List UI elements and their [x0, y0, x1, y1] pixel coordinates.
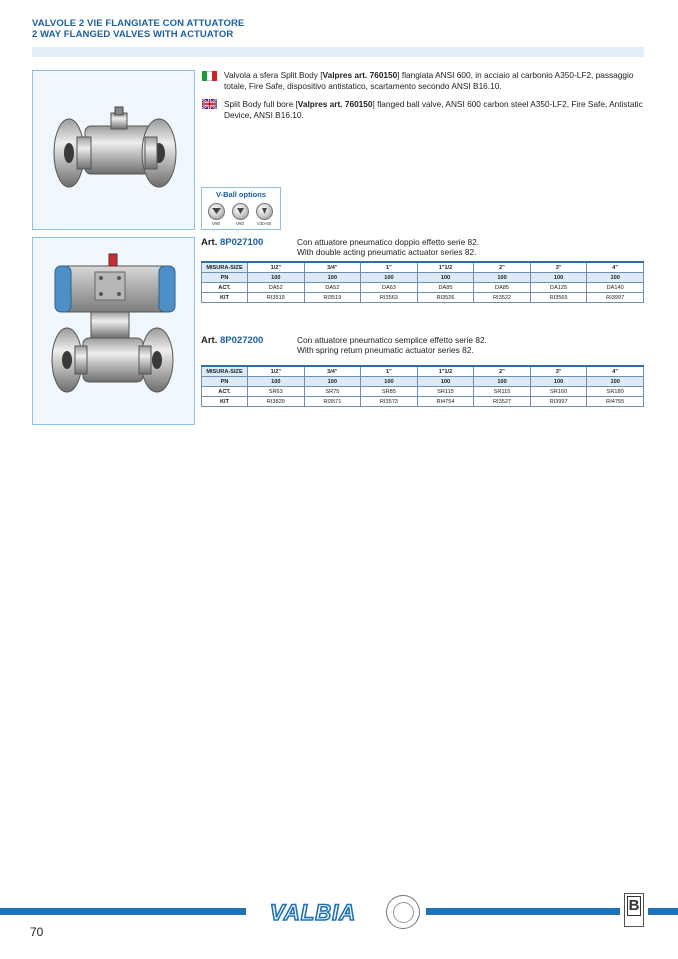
kit-cell: RI3519 — [248, 293, 305, 303]
size-cell: 1"1/2 — [417, 366, 474, 377]
act-cell: SR115 — [417, 387, 474, 397]
desc-it-part1: Valvola a sfera Split Body [ — [224, 70, 323, 80]
valve-photo — [32, 70, 195, 230]
certification-seal-icon — [386, 895, 420, 929]
size-cell: 4" — [587, 366, 644, 377]
pn-cell: 100 — [587, 273, 644, 283]
row-header: ACT. — [202, 387, 248, 397]
desc-it-part2: ] flangiata ANSI 600, in acciaio al carbonio A350-LF2, passaggio totale, Fire Safe, dispositivo antistatico, scartamento secondo ANSI B16.10. — [224, 70, 634, 91]
desc-it-article: Valpres art. 760150 — [322, 70, 398, 80]
kit-cell: RI3522 — [474, 293, 531, 303]
page-number: 70 — [30, 925, 44, 939]
pn-cell: 100 — [417, 377, 474, 387]
kit-cell: RI4754 — [417, 397, 474, 407]
valbia-logo — [256, 898, 371, 926]
kit-cell: RI3519 — [304, 293, 361, 303]
art-prefix: Art. — [201, 237, 218, 248]
logo-text: VALBIA — [269, 900, 357, 925]
pn-cell: 100 — [417, 273, 474, 283]
vball-option-label: V30-60 — [256, 221, 272, 226]
act-cell: DA140 — [587, 283, 644, 293]
size-cell: 3" — [530, 366, 587, 377]
act-cell: SR85 — [361, 387, 418, 397]
pn-cell: 100 — [304, 273, 361, 283]
kit-cell: RI3997 — [587, 293, 644, 303]
table-row-kit — [202, 293, 644, 303]
size-cell: 2" — [474, 366, 531, 377]
desc-en-part2: ] flanged ball valve, ANSI 600 carbon steel A350-LF2, Fire Safe, Antistatic Device, ANSI B16.10. — [224, 99, 643, 120]
pn-cell: 100 — [587, 377, 644, 387]
footer-band-left — [0, 908, 246, 915]
table-row-pn — [202, 377, 644, 387]
actuated-valve-image — [33, 238, 194, 424]
size-cell: 1/2" — [248, 366, 305, 377]
size-cell: 1/2" — [248, 262, 305, 273]
table-row-act — [202, 283, 644, 293]
article-label — [201, 237, 263, 248]
size-cell: 1" — [361, 262, 418, 273]
vball-options-box — [201, 187, 281, 230]
table-row-size — [202, 366, 644, 377]
kit-cell: RI3571 — [304, 397, 361, 407]
kit-cell: RI3997 — [530, 397, 587, 407]
description-italian — [224, 70, 648, 91]
vball-v60-icon — [232, 203, 249, 220]
table-row-pn — [202, 273, 644, 283]
size-cell: 4" — [587, 262, 644, 273]
kit-cell: RI3526 — [417, 293, 474, 303]
act-cell: SR63 — [248, 387, 305, 397]
pn-cell: 100 — [474, 377, 531, 387]
act-cell: DA85 — [417, 283, 474, 293]
flanged-valve-image — [33, 71, 194, 229]
pn-cell: 100 — [248, 273, 305, 283]
spec-table-8P027100 — [201, 261, 644, 303]
act-cell: DA63 — [361, 283, 418, 293]
row-header: MISURA-SIZE — [202, 366, 248, 377]
kit-cell: RI3573 — [361, 397, 418, 407]
kit-cell: RI3829 — [248, 397, 305, 407]
article-description — [297, 237, 479, 257]
brand-mark-icon: B — [624, 893, 644, 927]
spec-table-8P027200 — [201, 365, 644, 407]
italian-flag-icon — [202, 71, 217, 81]
row-header: KIT — [202, 293, 248, 303]
description-english — [224, 99, 648, 120]
pn-cell: 100 — [248, 377, 305, 387]
pn-cell: 100 — [530, 377, 587, 387]
article-code: 8P027200 — [220, 335, 264, 346]
size-cell: 1"1/2 — [417, 262, 474, 273]
vball-title: V-Ball options — [215, 190, 266, 199]
pn-cell: 100 — [530, 273, 587, 283]
size-cell: 2" — [474, 262, 531, 273]
title-italian: VALVOLE 2 VIE FLANGIATE CON ATTUATORE — [32, 18, 245, 29]
footer-band-right — [426, 908, 620, 915]
kit-cell: RI3565 — [530, 293, 587, 303]
row-header: KIT — [202, 397, 248, 407]
page-header — [32, 18, 244, 40]
article-desc-italian: Con attuatore pneumatico doppio effetto serie 82. — [297, 237, 480, 247]
article-desc-english: With double acting pneumatic actuator series 82. — [297, 247, 477, 257]
article-description — [297, 335, 487, 355]
uk-flag-icon — [202, 99, 217, 109]
size-cell: 3/4" — [304, 366, 361, 377]
row-header: ACT. — [202, 283, 248, 293]
table-row-kit — [202, 397, 644, 407]
act-cell: DA125 — [530, 283, 587, 293]
table-row-size — [202, 262, 644, 273]
table-row-act — [202, 387, 644, 397]
kit-cell: RI3527 — [474, 397, 531, 407]
pn-cell: 100 — [361, 377, 418, 387]
kit-cell: RI3563 — [361, 293, 418, 303]
row-header: MISURA-SIZE — [202, 262, 248, 273]
act-cell: SR160 — [530, 387, 587, 397]
article-label — [201, 335, 263, 346]
vball-v30-60-icon — [256, 203, 273, 220]
pn-cell: 100 — [361, 273, 418, 283]
size-cell: 3/4" — [304, 262, 361, 273]
title-english: 2 WAY FLANGED VALVES WITH ACTUATOR — [32, 29, 234, 40]
header-band — [32, 47, 644, 57]
vball-option-label: V90 — [211, 221, 220, 226]
act-cell: DA52 — [248, 283, 305, 293]
vball-option-label: V60 — [235, 221, 244, 226]
desc-en-article: Valpres art. 760150 — [297, 99, 373, 109]
actuated-valve-photo — [32, 237, 195, 425]
act-cell: SR75 — [304, 387, 361, 397]
row-header: PN — [202, 273, 248, 283]
pn-cell: 100 — [304, 377, 361, 387]
act-cell: SR115 — [474, 387, 531, 397]
article-desc-italian: Con attuatore pneumatico semplice effetto serie 82. — [297, 335, 487, 345]
act-cell: DA52 — [304, 283, 361, 293]
article-code: 8P027100 — [220, 237, 264, 248]
act-cell: DA85 — [474, 283, 531, 293]
kit-cell: RI4755 — [587, 397, 644, 407]
size-cell: 3" — [530, 262, 587, 273]
act-cell: SR180 — [587, 387, 644, 397]
pn-cell: 100 — [474, 273, 531, 283]
row-header: PN — [202, 377, 248, 387]
desc-en-part1: Split Body full bore [ — [224, 99, 298, 109]
art-prefix: Art. — [201, 335, 218, 346]
size-cell: 1" — [361, 366, 418, 377]
article-desc-english: With spring return pneumatic actuator series 82. — [297, 345, 474, 355]
vball-v90-icon — [208, 203, 225, 220]
footer-band-edge — [648, 908, 678, 915]
